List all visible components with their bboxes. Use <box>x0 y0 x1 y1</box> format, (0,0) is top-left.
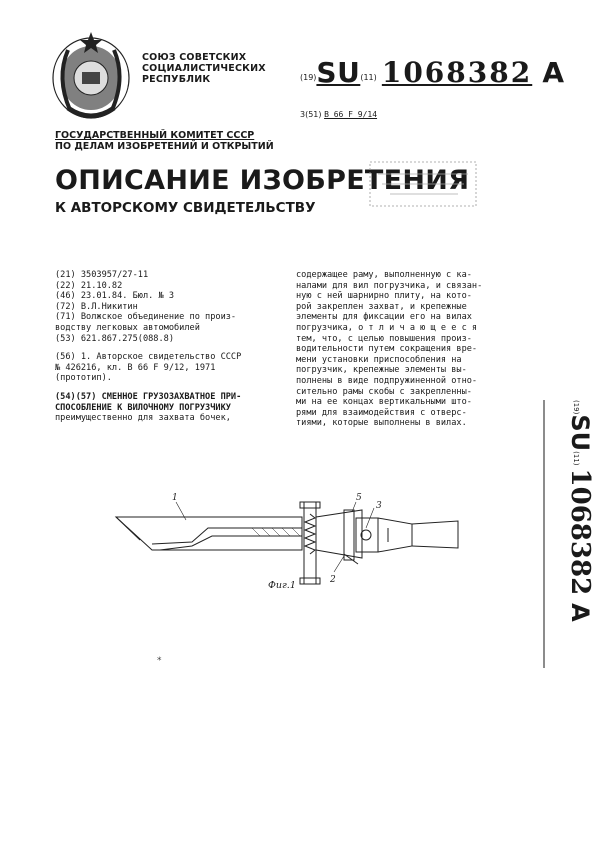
claim-line: тем, что, с целью повышения произ- <box>296 333 472 344</box>
bracket-plate <box>316 510 362 558</box>
claim-line: рой закреплен захват, и крепежные <box>296 301 467 312</box>
field-56-line-2: № 426216, кл. В 66 F 9/12, 1971 <box>55 362 216 373</box>
claim-line: содержащее раму, выполненную с ка- <box>296 270 472 280</box>
vertical-patent-number <box>542 400 595 676</box>
gripper-block <box>356 518 378 552</box>
field-56-line-1: (56) 1. Авторское свидетельство СССР <box>55 352 242 363</box>
library-stamp <box>368 160 478 208</box>
field-71-line-1: (71) Волжское объединение по произ- <box>55 312 237 323</box>
committee-name <box>55 130 274 152</box>
claim-line: тиями, которые выполнены в вилах. <box>296 418 467 429</box>
claim-line: ми на ее концах вертикальными што- <box>296 397 472 408</box>
svg-text:(19)SU(11)1068382A <box>565 400 595 622</box>
country-name-line-2: СОЦИАЛИСТИЧЕСКИХ <box>142 63 266 74</box>
classification-label: 3(51) <box>300 110 322 119</box>
claim-line: полнены в виде подпружиненной отно- <box>296 375 478 386</box>
committee-line-1: ГОСУДАРСТВЕННЫЙ КОМИТЕТ СССР <box>55 130 255 141</box>
vertical-number: 1068382 <box>565 468 595 596</box>
field-46: (46) 23.01.84. Бюл. № 3 <box>55 291 174 302</box>
claim-line: сительно рамы скобы с закрепленны- <box>296 386 472 397</box>
vertical-code-19: (19) <box>572 400 580 415</box>
committee-line-2: ПО ДЕЛАМ ИЗОБРЕТЕНИЙ И ОТКРЫТИЙ <box>55 141 274 152</box>
spring <box>305 514 315 554</box>
patent-number-line <box>300 56 565 89</box>
label-5: 5 <box>356 493 362 503</box>
field-54-line-3: преимущественно для захвата бочек, <box>55 413 231 424</box>
claim-line: погрузчика, о т л и ч а ю щ е е с я <box>296 322 478 333</box>
field-71-line-2: водству легковых автомобилей <box>55 322 200 333</box>
field-56-line-3: (прототип). <box>55 373 112 384</box>
state-emblem-icon <box>48 28 134 124</box>
claim-line: рями для взаимодействия с отверс- <box>296 407 467 418</box>
classification-value: В 66 F 9/14 <box>324 110 378 119</box>
claim-line: погрузчик, крепежные элементы вы- <box>296 365 467 376</box>
claim-line: ную с ней шарнирно плиту, на кото- <box>296 291 472 302</box>
label-1: 1 <box>172 493 178 503</box>
country-code: SU <box>316 56 361 89</box>
claim-text <box>296 270 522 429</box>
bolt-head-bottom <box>300 578 320 584</box>
technical-drawing <box>112 484 462 594</box>
fork-right-section <box>412 521 458 548</box>
figure-caption: Фиг.1 <box>268 580 296 591</box>
country-name <box>142 52 266 85</box>
leader-2 <box>334 556 344 572</box>
stray-mark: * <box>157 656 162 666</box>
pivot-plate <box>344 510 354 560</box>
claim-line: водительности путем сокращения вре- <box>296 344 478 355</box>
patent-number: 1068382 <box>381 56 533 89</box>
fork-body <box>116 517 302 550</box>
bolt-head-top <box>300 502 320 508</box>
vertical-kind: A <box>566 603 594 622</box>
claim-line: элементы для фиксации его на вилах <box>296 312 472 323</box>
code-19: (19) <box>300 73 317 82</box>
claim-line: мени установки приспособления на <box>296 354 462 365</box>
body-hatching <box>252 528 300 536</box>
country-name-line-1: СОЮЗ СОВЕТСКИХ <box>142 52 247 63</box>
country-name-line-3: РЕСПУБЛИК <box>142 74 211 85</box>
document-title: ОПИСАНИЕ ИЗОБРЕТЕНИЯ <box>55 165 470 196</box>
vertical-code-11: (11) <box>572 451 580 466</box>
document-subtitle: К АВТОРСКОМУ СВИДЕТЕЛЬСТВУ <box>55 200 316 216</box>
claim-line: налами для вил погрузчика, и связан- <box>296 280 483 291</box>
field-22: (22) 21.10.82 <box>55 280 123 291</box>
field-72: (72) В.Л.Никитин <box>55 301 138 312</box>
patent-kind: A <box>542 56 565 89</box>
label-2: 2 <box>330 575 336 585</box>
field-54-line-1: (54)(57) СМЕННОЕ ГРУЗОЗАХВАТНОЕ ПРИ- <box>55 391 242 402</box>
fork-tip-edge <box>116 517 140 540</box>
label-3: 3 <box>376 501 382 511</box>
field-53: (53) 621.867.275(088.8) <box>55 333 174 344</box>
field-21: (21) 3503957/27-11 <box>55 270 149 280</box>
code-11: (11) <box>360 73 377 82</box>
bibliographic-data <box>55 270 280 424</box>
classification <box>300 110 377 119</box>
vertical-country-code: SU <box>566 414 594 452</box>
field-54-line-2: СПОСОБЛЕНИЕ К ВИЛОЧНОМУ ПОГРУЗЧИКУ <box>55 402 231 413</box>
gripper-cone <box>378 518 412 552</box>
